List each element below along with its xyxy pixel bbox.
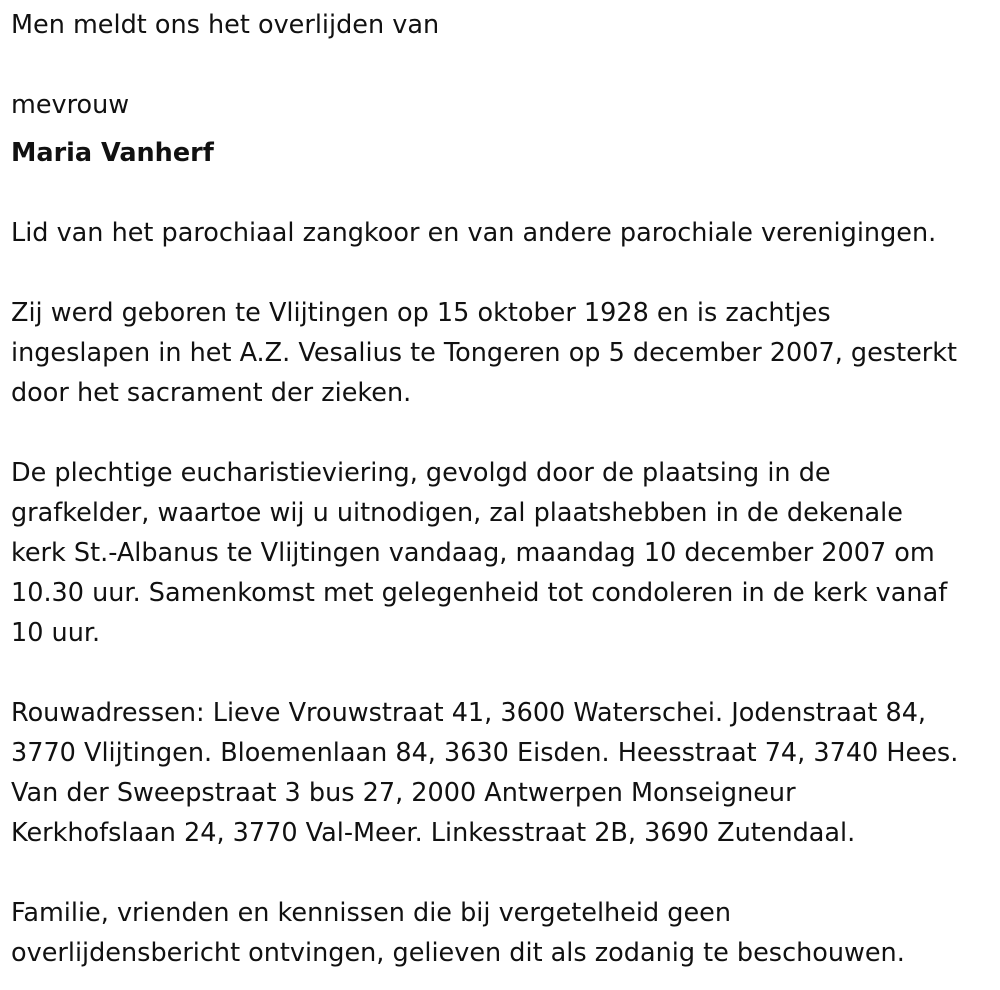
deceased-name: Maria Vanherf [11,138,214,168]
birth-line: ingeslapen in het A.Z. Vesalius te Tongeren op 5 december 2007, gesterkt [11,338,958,368]
ceremony-line: De plechtige eucharistieviering, gevolgd door de plaatsing in de [11,458,831,488]
membership-text: Lid van het parochiaal zangkoor en van andere parochiale verenigingen. [11,218,937,248]
birth-line: door het sacrament der zieken. [11,378,412,408]
salutation: mevrouw [11,90,130,120]
birth-line: Zij werd geboren te Vlijtingen op 15 oktober 1928 en is zachtjes [11,298,831,328]
spacer [11,853,996,893]
spacer [11,173,996,213]
closing-line: overlijdensbericht ontvingen, gelieven dit als zodanig te beschouwen. [11,938,905,968]
address-line: Rouwadressen: Lieve Vrouwstraat 41, 3600 Waterschei. Jodenstraat 84, [11,698,927,728]
spacer [11,253,996,293]
closing-paragraph [11,893,996,973]
address-line: Kerkhofslaan 24, 3770 Val-Meer. Linkesstraat 2B, 3690 Zutendaal. [11,818,856,848]
birth-paragraph [11,293,996,413]
closing-line: Familie, vrienden en kennissen die bij vergetelheid geen [11,898,731,928]
ceremony-line: 10 uur. [11,618,101,648]
obituary-notice [11,5,996,973]
addresses-paragraph [11,693,996,853]
spacer [11,45,996,85]
ceremony-line: kerk St.-Albanus te Vlijtingen vandaag, maandag 10 december 2007 om [11,538,935,568]
ceremony-line: grafkelder, waartoe wij u uitnodigen, zal plaatshebben in de dekenale [11,498,903,528]
address-line: Van der Sweepstraat 3 bus 27, 2000 Antwerpen Monseigneur [11,778,796,808]
address-line: 3770 Vlijtingen. Bloemenlaan 84, 3630 Eisden. Heesstraat 74, 3740 Hees. [11,738,959,768]
intro-text: Men meldt ons het overlijden van [11,10,440,40]
ceremony-paragraph [11,453,996,653]
spacer [11,653,996,693]
ceremony-line: 10.30 uur. Samenkomst met gelegenheid tot condoleren in de kerk vanaf [11,578,948,608]
spacer [11,413,996,453]
